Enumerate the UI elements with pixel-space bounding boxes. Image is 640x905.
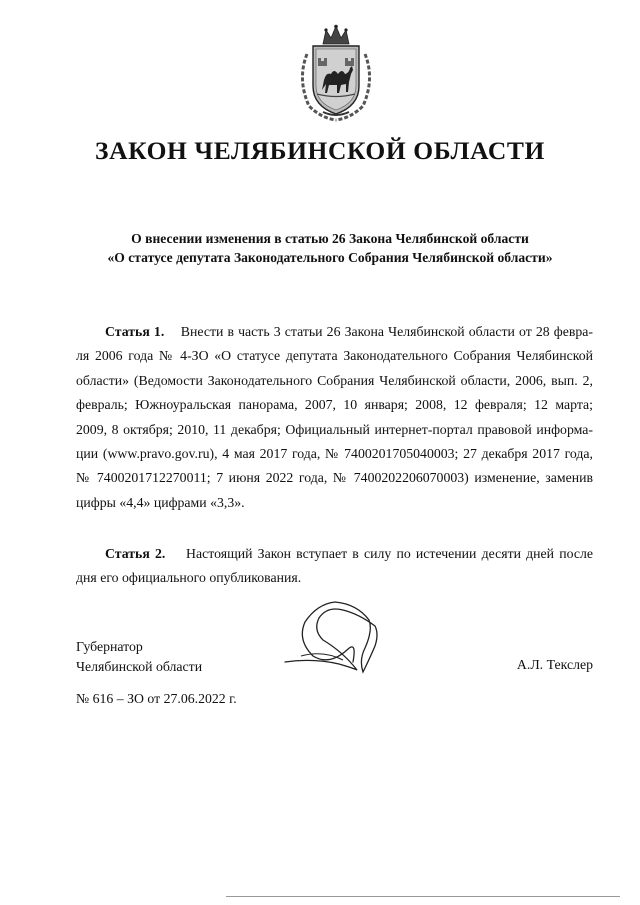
article-1-line: области» (Ведомости Законодательного Собрания Челябинской области, 2006, вып. 2, [76,372,593,388]
subtitle-line-2: «О статусе депутата Законодательного Собрания Челябинской области» [107,250,553,265]
article-2-line [76,542,593,566]
article-2-heading: Статья 2. [105,546,166,561]
footer-divider [226,896,620,897]
article-2-line: дня его официального опубликования. [76,570,302,586]
article-1-line: ции (www.pravo.gov.ru), 4 мая 2017 года, № 7400201705040003; 27 декабря 2017 года, [76,445,593,461]
registration-number: № 616 – ЗО от 27.06.2022 г. [76,691,237,706]
article-1-line: 2009, 8 октября; 2010, 11 декабря; Официальный интернет-портал правовой информа- [76,421,593,437]
law-subtitle [60,229,600,267]
signatory-region: Челябинской области [76,659,203,674]
signatory-name: А.Л. Текслер [516,657,593,672]
article-1-line [76,320,593,344]
article-2-text: Настоящий Закон вступает в силу по истечении десяти дней после [186,546,593,561]
law-title: ЗАКОН ЧЕЛЯБИНСКОЙ ОБЛАСТИ [95,136,545,165]
article-1-line: № 7400201712270011; 7 июня 2022 года, № 7400202206070003) изменение, заменив [76,470,593,486]
article-1-heading: Статья 1. [105,324,165,339]
article-1 [76,320,593,515]
subtitle-line-1: О внесении изменения в статью 26 Закона Челябинской области [131,231,529,246]
article-2 [76,542,593,591]
article-1-text: Внести в часть 3 статьи 26 Закона Челябинской области от 28 февра- [180,324,594,339]
coat-of-arms-icon [293,24,379,122]
signature-icon [283,600,383,678]
article-1-line: цифры «4,4» цифрами «3,3». [76,494,245,510]
signatory-position: Губернатор [76,639,143,654]
signatory-title [76,637,202,677]
article-1-line: ля 2006 года № 4-ЗО «О статусе депутата Законодательного Собрания Челябинской [76,348,593,364]
article-1-line: февраль; Южноуральская панорама, 2007, 10 января; 2008, 12 февраля; 12 марта; [76,397,593,413]
